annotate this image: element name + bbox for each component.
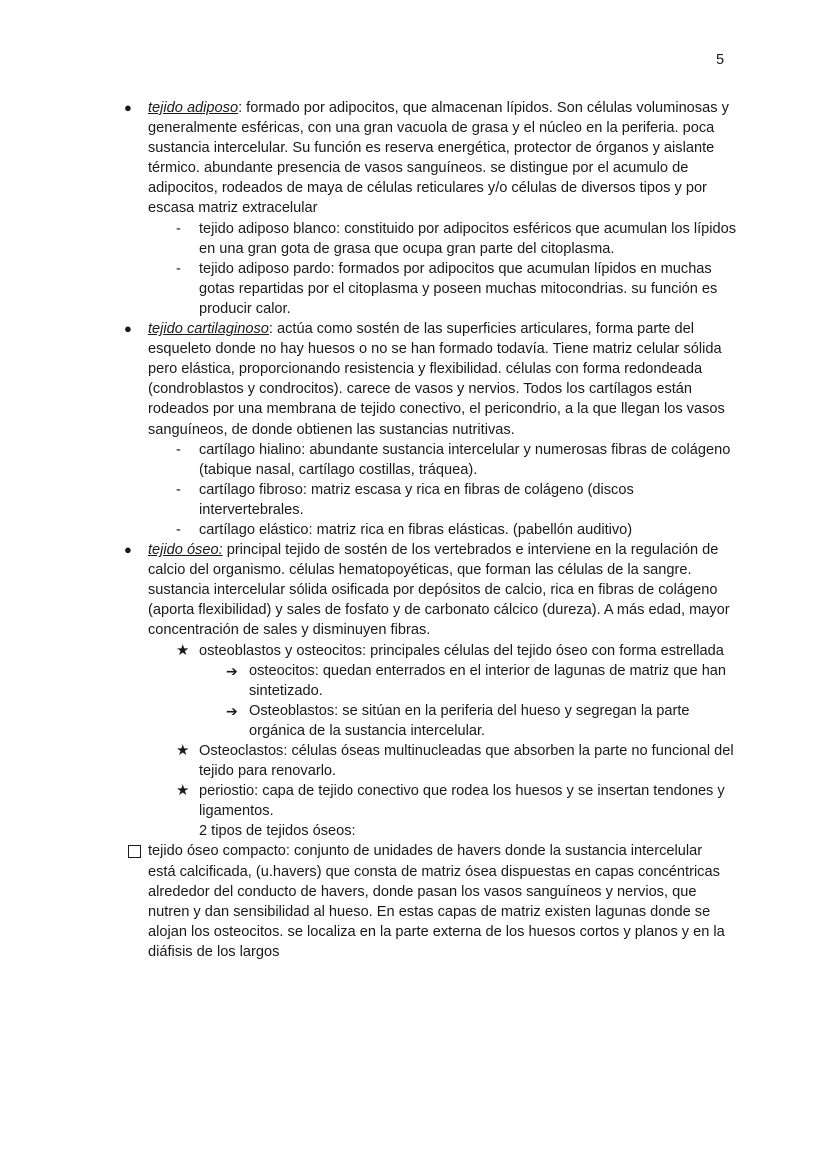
- star-item-osteoblastos-osteocitos: [0, 641, 739, 661]
- star-item-periostio: [0, 781, 739, 821]
- text-cartilaginoso: : actúa como sostén de las superficies articulares, forma parte del esqueleto donde no hay huesos o no se han formado todavía. Tiene matriz celular sólida pero elástica, proporcionando resistencia y flexibilidad. células con forma redondeada (condroblastos y condrocitos). carece de vasos y nervios. Todos los cartílagos están rodeados por una membrana de tejido conectivo, el pericondrio, a la que llegan los vasos sanguíneos, de donde obtienen las sustancias nutritivas.: [148, 321, 725, 438]
- star-icon: ★: [176, 782, 190, 800]
- arrow-item-osteocitos: [0, 661, 739, 701]
- dash-icon: -: [176, 441, 181, 458]
- list-item-cartilaginoso: [0, 319, 733, 440]
- subitem-text: cartílago fibroso: matriz escasa y rica en fibras de colágeno (discos intervertebrales.: [199, 481, 634, 518]
- types-heading: 2 tipos de tejidos óseos:: [199, 823, 356, 840]
- document-body: [0, 98, 828, 962]
- dash-icon: -: [176, 260, 181, 277]
- bullet-icon: ●: [124, 321, 132, 337]
- subitem-text: tejido adiposo pardo: formados por adipocitos que acumulan lípidos en muchas gotas repartidas por el citoplasma y poseen muchas mitocondrias. su función es producir calor.: [199, 260, 718, 317]
- page-number: 5: [716, 52, 725, 68]
- subitem-cartilago-fibroso: [0, 480, 739, 520]
- dash-icon: -: [176, 220, 181, 237]
- star-item-text: periostio: capa de tejido conectivo que rodea los huesos y se insertan tendones y ligamentos.: [199, 783, 725, 820]
- arrow-item-text: osteocitos: quedan enterrados en el interior de lagunas de matriz que han sintetizado.: [249, 662, 727, 699]
- dash-icon: -: [176, 481, 181, 498]
- term-adiposo: tejido adiposo: [148, 100, 239, 116]
- list-item-oseo: [0, 540, 733, 640]
- subitem-cartilago-elastico: [0, 520, 739, 540]
- checklist-item-compacto: [0, 841, 733, 962]
- term-oseo: tejido óseo:: [148, 542, 223, 559]
- checkbox-icon[interactable]: [128, 845, 141, 858]
- arrow-item-osteoblastos: [0, 701, 739, 741]
- text-oseo: principal tejido de sostén de los vertebrados e interviene en la regulación de calcio del organismo. células hematopoyéticas, que forman las células de la sangre. sustancia intercelular sólida osificada por depósitos de calcio, rica en fibras de colágeno (aporta flexibilidad) y sales de fosfato y de carbonato cálcico (dureza). A más edad, mayor concentración de sales y disminuyen fibras.: [148, 542, 730, 639]
- star-icon: ★: [176, 641, 190, 659]
- star-icon: ★: [176, 742, 190, 759]
- star-item-text: osteoblastos y osteocitos: principales células del tejido óseo con forma estrellada: [199, 642, 724, 659]
- checklist-item-text: tejido óseo compacto: conjunto de unidades de havers donde la sustancia intercelular está calcificada, (u.havers) que consta de matriz ósea dispuestas en capas concéntricas alrededor del conducto de havers, donde pasan los vasos sanguíneos y nervios, que nutren y dan sensibilidad al hueso. En estas capas de matriz existen lagunas donde se alojan los osteocitos. se localiza en la parte externa de los huesos cortos y planos y en la diáfisis de los largos: [148, 843, 725, 960]
- bullet-icon: ●: [124, 542, 132, 558]
- arrow-icon: ➔: [226, 662, 238, 679]
- arrow-item-text: Osteoblastos: se sitúan en la periferia del hueso y segregan la parte orgánica de la sustancia intercelular.: [249, 702, 690, 739]
- star-item-osteoclastos: [0, 741, 739, 781]
- text-adiposo: : formado por adipocitos, que almacenan lípidos. Son células voluminosas y generalmente esféricas, con una gran vacuola de grasa y el núcleo en la periferia. poca sustancia intercelular. Su función es reserva energética, protector de órganos y aislante térmico. abundante presencia de vasos sanguíneos. se distingue por el acumulo de adipocitos, rodeados de maya de células reticulares y/o células de diversos tipos y por escasa matriz extracelular: [148, 100, 729, 217]
- dash-icon: -: [176, 521, 181, 538]
- subitem-cartilago-hialino: [0, 440, 739, 480]
- star-item-text: Osteoclastos: células óseas multinucleadas que absorben la parte no funcional del tejido para renovarlo.: [199, 743, 734, 780]
- subitem-adiposo-blanco: [0, 219, 739, 259]
- arrow-icon: ➔: [226, 702, 238, 719]
- subitem-adiposo-pardo: [0, 259, 739, 319]
- subitem-text: cartílago hialino: abundante sustancia intercelular y numerosas fibras de colágeno (tabique nasal, cartílago costillas, tráquea).: [199, 441, 731, 478]
- bullet-icon: ●: [124, 100, 132, 115]
- term-cartilaginoso: tejido cartilaginoso: [148, 321, 269, 338]
- subitem-text: tejido adiposo blanco: constituido por adipocitos esféricos que acumulan los lípidos en una gran gota de grasa que ocupa gran parte del citoplasma.: [199, 220, 737, 257]
- list-item-adiposo: [0, 98, 733, 219]
- subitem-text: cartílago elástico: matriz rica en fibras elásticas. (pabellón auditivo): [199, 521, 633, 538]
